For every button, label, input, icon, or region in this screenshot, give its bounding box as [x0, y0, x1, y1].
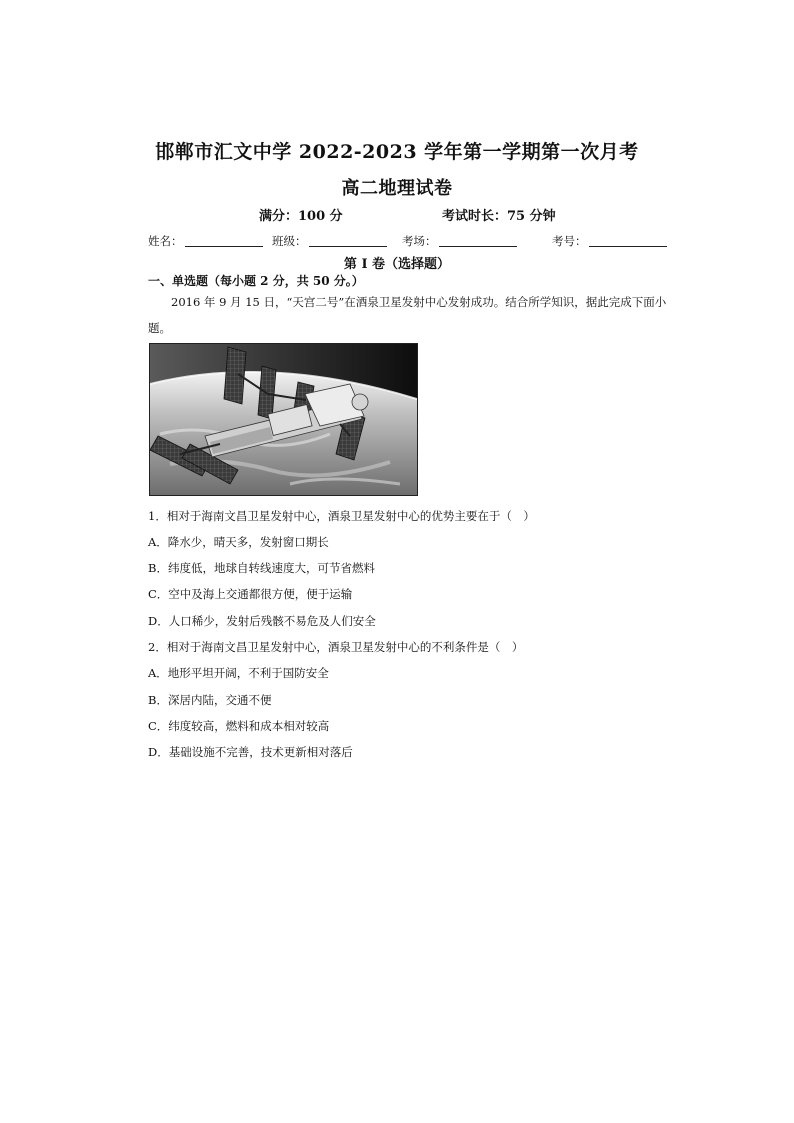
question-2-option-d[interactable]: D．基础设施不完善，技术更新相对落后: [148, 745, 353, 759]
room-field: [402, 233, 517, 249]
number-blank: [589, 236, 667, 247]
name-blank: [185, 236, 263, 247]
question-2-option-c[interactable]: C．纬度较高，燃料和成本相对较高: [148, 719, 330, 733]
class-blank: [309, 236, 387, 247]
exam-subtitle: 高二地理试卷: [341, 178, 453, 199]
question-1-stem: 1．相对于海南文昌卫星发射中心，酒泉卫星发射中心的优势主要在于（ ）: [148, 509, 535, 523]
intro-paragraph: 2016 年 9 月 15 日，“天宫二号”在酒泉卫星发射中心发射成功。结合所学知识，据此完成下面小题。: [148, 295, 667, 335]
question-2-option-a[interactable]: A．地形平坦开阔，不利于国防安全: [148, 666, 329, 680]
exam-duration: 考试时长：75 分钟: [442, 209, 556, 224]
question-1-option-a[interactable]: A．降水少，晴天多，发射窗口期长: [148, 535, 329, 549]
question-2-stem: 2．相对于海南文昌卫星发射中心，酒泉卫星发射中心的不利条件是（ ）: [148, 640, 524, 654]
class-field: [272, 233, 387, 249]
number-field: [552, 233, 667, 249]
section-heading: 一、单选题（每小题 2 分，共 50 分。）: [148, 274, 364, 288]
question-2-option-b[interactable]: B．深居内陆，交通不便: [148, 693, 272, 707]
number-label: 考号：: [552, 234, 587, 248]
full-score: 满分：100 分: [259, 209, 343, 224]
space-station-illustration: [150, 344, 417, 495]
exam-title: 邯郸市汇文中学 2022-2023 学年第一学期第一次月考: [155, 141, 639, 163]
class-label: 班级：: [272, 234, 307, 248]
question-1-option-c[interactable]: C．空中及海上交通都很方便，便于运输: [148, 587, 353, 601]
question-1-option-d[interactable]: D．人口稀少，发射后残骸不易危及人们安全: [148, 614, 376, 628]
room-label: 考场：: [402, 234, 437, 248]
name-label: 姓名：: [148, 234, 183, 248]
part-heading: 第 I 卷（选择题）: [343, 257, 451, 272]
space-station-image: [149, 343, 418, 496]
name-field: [148, 233, 263, 249]
room-blank: [439, 236, 517, 247]
question-1-option-b[interactable]: B．纬度低，地球自转线速度大，可节省燃料: [148, 561, 375, 575]
